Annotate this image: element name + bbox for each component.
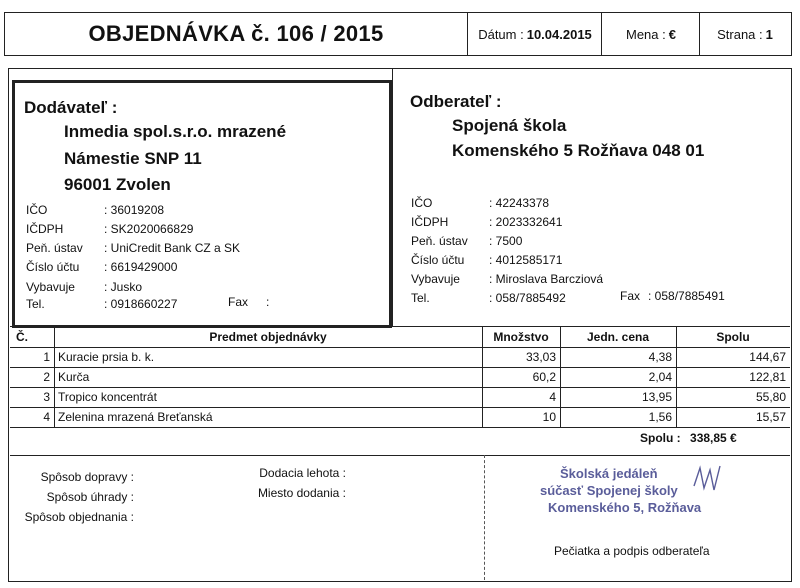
customer-field-icdph: IČDPH : 2023332641 [411, 215, 563, 229]
supplier-field-bank: Peň. ústav : UniCredit Bank CZ a SK [26, 241, 241, 255]
row-total: 144,67 [749, 350, 786, 364]
customer-street: Komenského 5 Rožňava 048 01 [452, 141, 705, 160]
customer-field-bank: Peň. ústav : 7500 [411, 234, 523, 248]
sum-value: 338,85 € [690, 431, 737, 445]
row-qty: 60,2 [532, 370, 556, 384]
table-header [10, 327, 790, 347]
document-title: OBJEDNÁVKA č. 106 / 2015 [88, 21, 384, 46]
table-row [10, 387, 790, 407]
transport-label: Spôsob dopravy : [40, 470, 134, 484]
supplier-field-ico: IČO : 36019208 [26, 203, 165, 217]
payment-label: Spôsob úhrady : [46, 490, 134, 504]
table-row [10, 407, 790, 427]
customer-fax: Fax : 058/7885491 [620, 289, 725, 303]
signature-mark [690, 458, 730, 498]
row-item: Kuracie prsia b. k. [58, 350, 155, 364]
page-cell [699, 13, 790, 55]
row-price: 1,56 [648, 410, 672, 424]
customer-field-ico: IČO : 42243378 [411, 196, 550, 210]
delivery-place-label: Miesto dodania : [257, 486, 346, 500]
stamp-line: Školská jedáleň [560, 466, 658, 481]
stamp-line: súčasť Spojenej školy [540, 483, 678, 498]
page-label: Strana : [717, 26, 763, 42]
currency-value: € [668, 26, 676, 42]
row-no: 4 [43, 410, 50, 424]
col-price-header: Jedn. cena [586, 330, 650, 344]
row-price: 2,04 [648, 370, 672, 384]
row-no: 3 [43, 390, 50, 404]
customer-name: Spojená škola [452, 116, 567, 135]
col-no-header: Č. [16, 330, 28, 344]
supplier-city: 96001 Zvolen [64, 175, 171, 194]
delivery-term-label: Dodacia lehota : [259, 466, 346, 480]
row-price: 13,95 [641, 390, 672, 404]
signature-caption: Pečiatka a podpis odberateľa [554, 544, 710, 558]
table-row [10, 347, 790, 367]
currency-cell [601, 13, 700, 55]
row-item: Kurča [58, 370, 90, 384]
table-row [10, 367, 790, 387]
customer-field-account: Číslo účtu : 4012585171 [411, 253, 563, 267]
customer-heading: Odberateľ : [410, 92, 502, 111]
row-total: 55,80 [755, 390, 786, 404]
supplier-fax: Fax : [228, 295, 270, 309]
row-qty: 4 [549, 390, 556, 404]
customer-field-contact: Vybavuje : Miroslava Barcziová [411, 272, 604, 286]
supplier-field-account: Číslo účtu : 6619429000 [26, 260, 178, 274]
col-qty-header: Množstvo [493, 330, 549, 344]
customer-field-phone: Tel. : 058/7885492 [411, 291, 566, 305]
row-price: 4,38 [648, 350, 672, 364]
date-cell [467, 13, 602, 55]
row-no: 1 [43, 350, 50, 364]
supplier-heading: Dodávateľ : [24, 98, 118, 117]
row-item: Zelenina mrazená Breťanská [58, 410, 213, 424]
supplier-street: Námestie SNP 11 [64, 149, 202, 168]
date-value: 10.04.2015 [526, 26, 592, 42]
document-header [4, 12, 792, 56]
signature-divider [484, 455, 485, 580]
table-row-line [10, 427, 790, 428]
row-no: 2 [43, 370, 50, 384]
currency-label: Mena : [626, 26, 666, 42]
order-sum [640, 431, 737, 445]
stamp-line: Komenského 5, Rožňava [548, 500, 702, 515]
ordering-label: Spôsob objednania : [24, 510, 134, 524]
table-bottom-line [10, 455, 790, 456]
col-item-header: Predmet objednávky [209, 330, 327, 344]
row-qty: 33,03 [525, 350, 556, 364]
page-value: 1 [765, 26, 773, 42]
row-qty: 10 [542, 410, 556, 424]
supplier-field-contact: Vybavuje : Jusko [26, 280, 143, 294]
supplier-name: Inmedia spol.s.r.o. mrazené [64, 122, 287, 141]
row-total: 122,81 [749, 370, 786, 384]
row-item: Tropico koncentrát [58, 390, 157, 404]
col-total-header: Spolu [716, 330, 750, 344]
row-total: 15,57 [755, 410, 786, 424]
supplier-field-icdph: IČDPH : SK2020066829 [26, 222, 194, 236]
supplier-field-phone: Tel. : 0918660227 [26, 297, 178, 311]
party-divider [392, 68, 393, 326]
date-label: Dátum : [478, 26, 524, 42]
sum-label: Spolu : [640, 431, 681, 445]
